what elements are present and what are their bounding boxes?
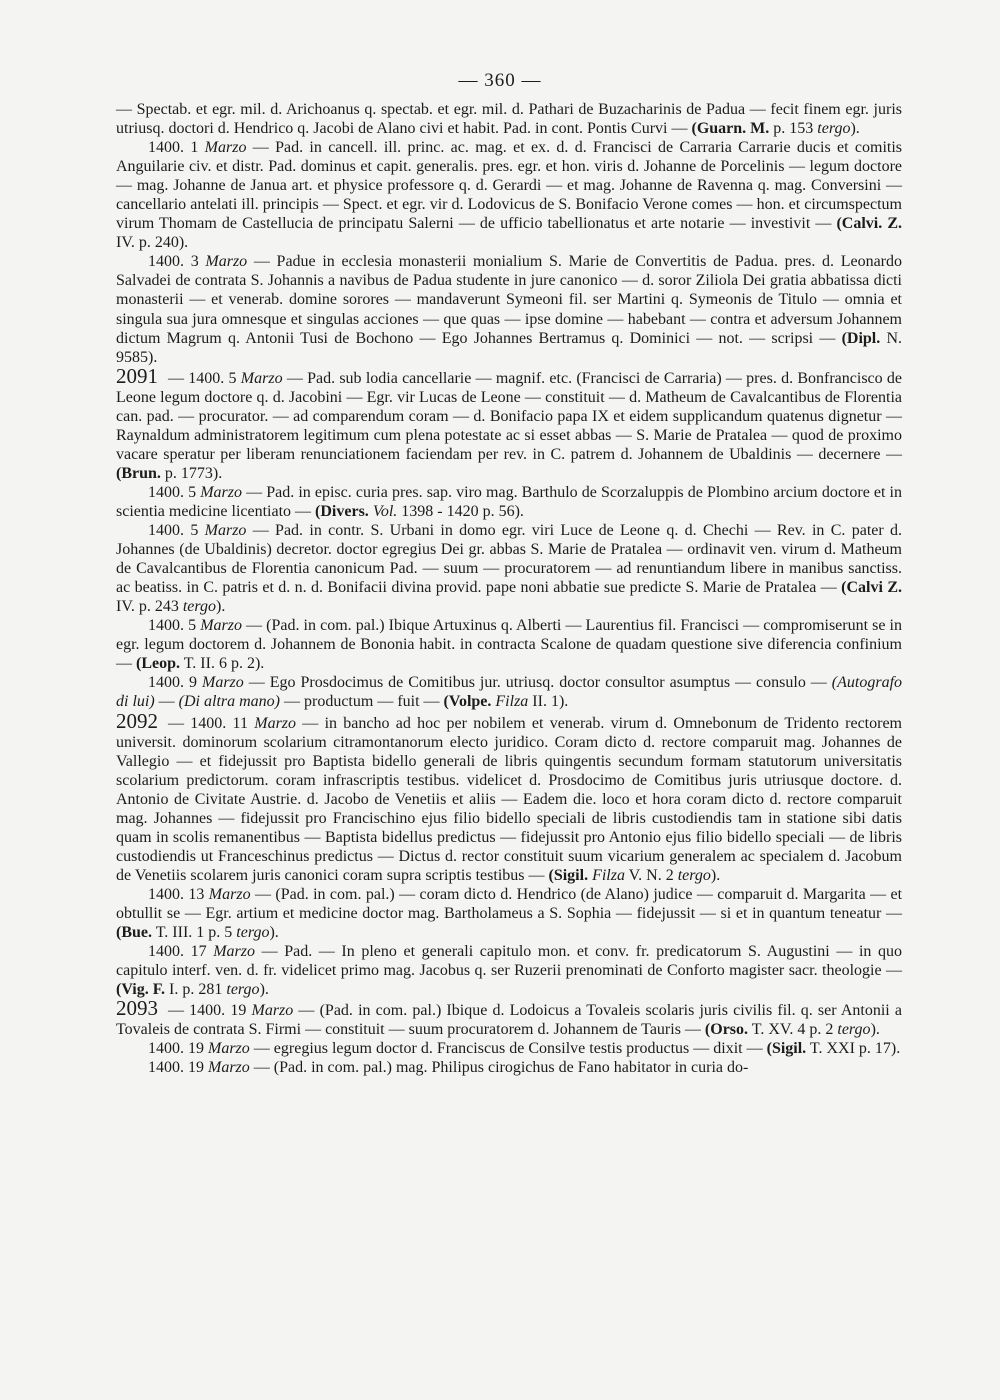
italic-text: Marzo xyxy=(200,483,242,501)
paragraph-text: ). xyxy=(710,866,721,884)
source-citation: (Vig. F. xyxy=(116,981,166,999)
paragraph-text: 1400. 17 xyxy=(148,943,214,961)
italic-text: tergo xyxy=(182,598,217,616)
italic-text: Marzo xyxy=(205,253,248,271)
italic-text: Vol. xyxy=(372,502,398,520)
paragraph-text: ). xyxy=(259,981,269,999)
paragraph-text: — 1400. 11 xyxy=(168,714,255,732)
page-number: — 360 — xyxy=(458,70,542,91)
paragraph-text: — Ego Prosdocimus de Comitibus jur. utriusq. doctor consultor asumptus — consulo — xyxy=(243,674,832,692)
document-paragraph xyxy=(116,363,903,483)
paragraph-text: IV. p. 240). xyxy=(116,234,189,252)
source-citation: (Sigil. xyxy=(766,1040,807,1058)
italic-text: Marzo xyxy=(200,617,242,635)
document-body xyxy=(116,100,902,1077)
italic-text: Marzo xyxy=(251,1002,294,1020)
document-paragraph xyxy=(116,521,902,616)
paragraph-text: — (Pad. in com. pal.) — coram dicto d. Hendrico (de Alano) judice — comparuit d. Margarita — et obtullit se — Egr. artium et medicine doctor mag. Bartholameus a S. Sophia — fidejussit — si et in quantum teneatur — xyxy=(116,885,903,922)
paragraph-text: p. 153 xyxy=(769,120,818,138)
italic-text: (Di altra mano) xyxy=(178,693,280,711)
source-citation: (Brun. xyxy=(116,464,161,482)
paragraph-text: — 1400. 5 xyxy=(168,369,241,387)
paragraph-text: 1400. 5 xyxy=(148,522,205,540)
paragraph-text: T. II. 6 p. 2). xyxy=(180,655,265,673)
italic-text: Marzo xyxy=(208,1059,250,1077)
paragraph-text: — xyxy=(154,693,179,711)
document-paragraph xyxy=(116,708,903,885)
paragraph-text: — productum — fuit — xyxy=(280,693,444,711)
paragraph-text: 1400. 1 xyxy=(148,139,205,157)
source-citation: (Sigil. xyxy=(548,866,589,884)
italic-text: Marzo xyxy=(204,139,247,157)
italic-text: Marzo xyxy=(240,369,283,387)
document-paragraph xyxy=(116,885,902,942)
document-number: 2093 xyxy=(116,996,158,1021)
document-paragraph xyxy=(116,100,902,138)
paragraph-text: — Pad. in cancell. ill. princ. ac. mag. et ex. d. d. Francisci de Carraria Carrarie ducis et comitis Anguilarie civ. et distr. Pad. dominus et capit. generalis. pres. egr. et hon. viris d. Johanne de Porcelinis — legum doctore — mag. Johanne de Janua art. et physice professore q. d. Gerardi — et mag. Johanne de Ravenna q. mag. Conversini — cancellario antelati ill. principis — Spect. et egr. vir d. Lodovicus de S. Bonifacio Verone comes — hon. et circumspectum virum Thomam de Castellucia de principatu Salerni — de ufficio tabellionatus et arte notarie — investivit — xyxy=(116,139,903,233)
source-citation: (Calvi. Z. xyxy=(836,215,903,233)
paragraph-text: — Pad. in episc. curia pres. sap. viro mag. Barthulo de Scorzaluppis de Plombino arcium doctore et in scientia medicine licentiato — xyxy=(116,483,902,520)
document-paragraph xyxy=(116,138,902,252)
italic-text: Filza xyxy=(592,866,625,884)
document-paragraph xyxy=(116,483,902,521)
paragraph-text: — in bancho ad hoc per nobilem et venerab. virum d. Omnebonum de Tridento rectorem universit. dominorum scolarium citramontanorum electo juridico. Coram dicto d. rectore comparuit mag. Johannes de Vallegio — et fidejussit pro Baptista bidello generali de libris quingentis secundum formam statutorum universitatis scolarium predictorum. coram infrascriptis testibus. videlicet d. Prosdocimo de Comitibus juris utriusque doctore. d. Antonio de Civitate Austrie. d. Jacobo de Venetiis et aliis — Eadem die. loco et hora coram dicto d. rectore comparuit mag. Johannes — fidejussit pro Francischino ejus filio bidello speciali de libris custodiendis tam in statione sibi datis quam in scolis remanentibus — Baptista bidellus predictus — fidejussit pro Antonio ejus filio bidello speciali — de libris custodiendis ut Franceschinus predictus — Dictus d. rector constituit suum vicarium generalem ac specialem d. Jacobum de Venetiis scolarem juris canonici coram supra scriptis testibus — xyxy=(116,714,903,884)
paragraph-text: — egregius legum doctor d. Franciscus de Consilve testis productus — dixit — xyxy=(249,1040,767,1058)
paragraph-text: ). xyxy=(269,924,279,942)
paragraph-text: 1400. 19 xyxy=(148,1040,208,1058)
paragraph-text: T. III. 1 p. 5 xyxy=(152,924,237,942)
paragraph-text: 1400. 3 xyxy=(148,253,206,271)
paragraph-text: 1400. 5 xyxy=(148,483,201,501)
italic-text: Marzo xyxy=(204,522,247,540)
source-citation: (Bue. xyxy=(116,924,152,942)
paragraph-text: 1400. 5 xyxy=(148,617,201,635)
paragraph-text: T. XXI p. 17). xyxy=(806,1040,901,1058)
italic-text: (Autografo di lui) xyxy=(116,674,903,711)
paragraph-text: 1400. 19 xyxy=(148,1059,208,1077)
document-number: 2092 xyxy=(116,708,158,733)
paragraph-text: 1398 - 1420 p. 56). xyxy=(397,502,524,520)
document-paragraph xyxy=(116,1039,902,1058)
document-paragraph xyxy=(116,996,902,1039)
italic-text: Filza xyxy=(495,693,529,711)
paragraph-text: ). xyxy=(850,120,860,138)
paragraph-text: 1400. 13 xyxy=(148,885,209,903)
paragraph-text: IV. p. 243 xyxy=(116,598,183,616)
italic-text: tergo xyxy=(817,120,851,138)
paragraph-text: — Pad. — In pleno et generali capitulo mon. et conv. fr. predicatorum S. Augustini — in quo capitulo interf. ven. d. fr. videlicet primo mag. Jacobus q. ser Ruzerii prenominati de Conforto magister sacr. theologie — xyxy=(116,943,902,980)
italic-text: tergo xyxy=(236,924,270,942)
document-number: 2091 xyxy=(116,363,158,388)
italic-text: tergo xyxy=(837,1021,871,1039)
paragraph-text: — (Pad. in com. pal.) Ibique Artuxinus q. Alberti — Laurentius fil. Francisci — compromiserunt se in egr. legum doctorem d. Johannem de Bononia habit. in contracta Scalone de quadam questione sive diferencia confinium — xyxy=(116,617,903,673)
paragraph-text: T. XV. 4 p. 2 xyxy=(748,1021,838,1039)
paragraph-text: V. N. 2 xyxy=(624,866,678,884)
document-paragraph xyxy=(116,252,902,366)
italic-text: Marzo xyxy=(213,943,255,961)
paragraph-text: — (Pad. in com. pal.) mag. Philipus cirogichus de Fano habitator in curia do- xyxy=(249,1059,749,1077)
italic-text: Marzo xyxy=(208,885,251,903)
paragraph-text: p. 1773). xyxy=(160,464,223,482)
paragraph-text: — Pad. in contr. S. Urbani in domo egr. viri Luce de Leone q. d. Chechi — Rev. in C. pater d. Johannes (de Ubaldinis) decretor. doctor egregius Dei gr. abbas S. Marie de Pratalea — ordinavit ven. virum d. Matheum de Cavalcantibus de Florentia canonicum Pad. — suum — procuratorem — ad renuntiandum libere in manibus sanctiss. ac beatiss. in C. patris et d. n. d. Bonifacii divina provid. pape noni abbatie sue predicte S. Marie de Pratalea — xyxy=(116,522,903,597)
paragraph-text: I. p. 281 xyxy=(165,981,227,999)
paragraph-text: ). xyxy=(870,1021,880,1039)
source-citation: (Leop. xyxy=(136,655,180,673)
source-citation: (Calvi Z. xyxy=(841,579,903,597)
document-paragraph xyxy=(116,1058,902,1077)
paragraph-text: — Pad. sub lodia cancellarie — magnif. etc. (Francisci de Carraria) — pres. d. Bonfrancisco de Leone legum doctore q. d. Jacobini — Egr. vir Lucas de Leone — constituit — d. Matheum de Cavalcantibus de Florentia can. pad. — procurator. — ad comparendum coram — d. Bonifacio papa IX et eidem supplicandum quatenus dignetur — Raynaldum administratorem legitimum cum plena potestate ac si esset abbas — S. Marie de Pratalea — quod de proximo vacare speratur per liberam renunciationem faciendam per rev. in C. patrem d. Johannem de Ubaldinis — decernere — xyxy=(116,369,903,463)
paragraph-text: — Spectab. et egr. mil. d. Arichoanus q. spectab. et egr. mil. d. Pathari de Buzacharinis de Padua — fecit finem egr. juris utriusq. doctori d. Hendrico q. Jacobi de Alano civi et habit. Pad. in cont. Pontis Curvi — xyxy=(116,101,902,138)
source-citation: (Guarn. M. xyxy=(691,120,770,138)
paragraph-text: — 1400. 19 xyxy=(168,1002,252,1020)
paragraph-text: — (Pad. in com. pal.) Ibique d. Lodoicus a Tovaleis scolaris juris civilis fil. q. ser Antonii a Tovaleis de contrata S. Firmi — constituit — suum procuratorem d. Johannem de Tauris — xyxy=(116,1002,902,1039)
paragraph-text: II. 1). xyxy=(528,693,569,711)
italic-text: Marzo xyxy=(254,714,297,732)
paragraph-text: N. 9585). xyxy=(116,329,903,366)
italic-text: Marzo xyxy=(208,1040,250,1058)
source-citation: (Volpe. xyxy=(443,693,492,711)
document-paragraph xyxy=(116,616,902,673)
paragraph-text: ). xyxy=(216,598,226,616)
italic-text: tergo xyxy=(677,866,711,884)
source-citation: (Orso. xyxy=(704,1021,749,1039)
source-citation: (Dipl. xyxy=(841,329,881,347)
document-paragraph xyxy=(116,942,902,999)
italic-text: tergo xyxy=(226,981,260,999)
paragraph-text: 1400. 9 xyxy=(148,674,202,692)
document-paragraph xyxy=(116,673,902,711)
source-citation: (Divers. xyxy=(315,502,369,520)
italic-text: Marzo xyxy=(201,674,244,692)
paragraph-text: — Padue in ecclesia monasterii monialium S. Marie de Convertitis de Padua. pres. d. Leonardo Salvadei de contrata S. Johannis a navibus de Padua studente in jure canonico — d. soror Ziliola Dei gratia abbatissa dicti monasterii — et venerab. domine sorores — mandaverunt Symeoni fil. ser Martini q. Symeonis de Titulo — omnia et singula sua jura omnesque et singulas acciones — que quas — ipse domine — habebant — contra et adversum Johannem dictum Magrum q. Antonii Tusi de Bochono — Ego Johannes Bertramus q. Dominici — not. — scripsi — xyxy=(116,253,903,347)
